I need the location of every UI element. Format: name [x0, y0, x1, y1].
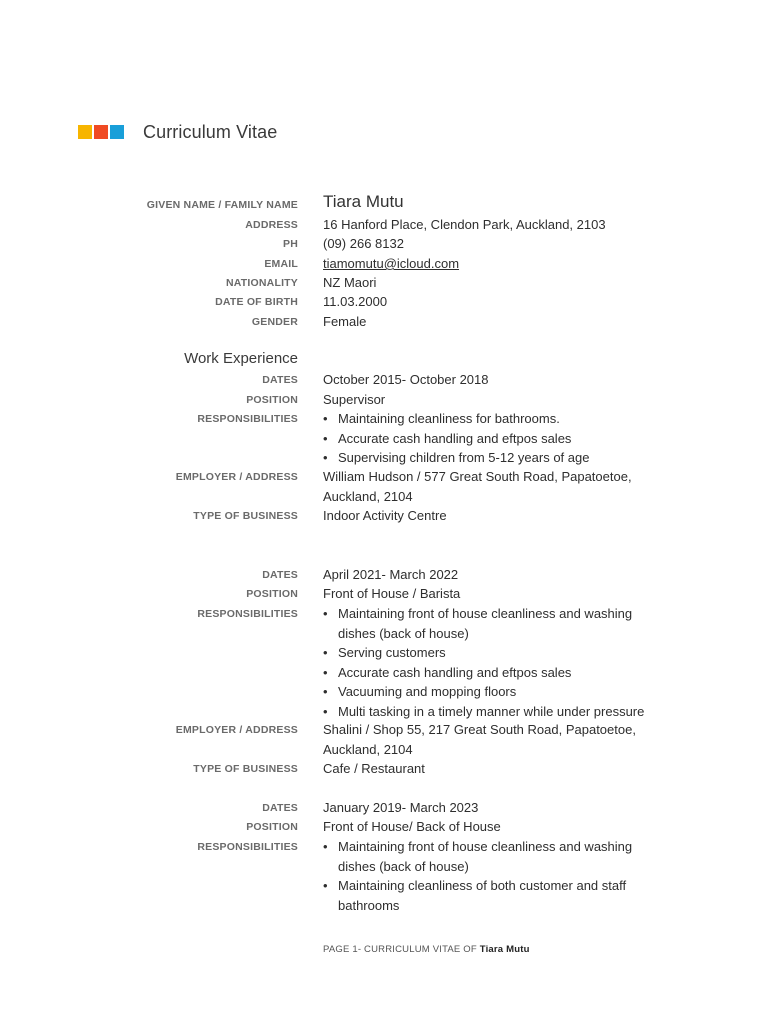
dates-label: DATES: [262, 802, 298, 814]
name-label: GIVEN NAME / FAMILY NAME: [146, 199, 298, 211]
personal-nationality-row: [0, 274, 768, 294]
document-header: [78, 118, 277, 146]
list-item: • Accurate cash handling and eftpos sales: [323, 429, 663, 449]
position-label: POSITION: [246, 821, 298, 833]
logo-square-blue: [110, 125, 124, 139]
job1-dates-row: [0, 371, 768, 391]
nationality-value: NZ Maori: [323, 275, 377, 290]
bullet-icon: •: [323, 684, 328, 699]
job2-dates: April 2021- March 2022: [323, 567, 459, 582]
logo-square-yellow: [78, 125, 92, 139]
address-label: ADDRESS: [245, 219, 298, 231]
dob-value: 11.03.2000: [323, 294, 388, 309]
job2-employer: Shalini / Shop 55, 217 Great South Road, Papatoetoe, Auckland, 2104: [323, 722, 636, 757]
job1-position-row: [0, 391, 768, 411]
person-name: Tiara Mutu: [323, 192, 404, 211]
document-title: Curriculum Vitae: [143, 121, 278, 142]
footer-prefix: PAGE 1- CURRICULUM VITAE OF: [323, 944, 480, 955]
address-value: 16 Hanford Place, Clendon Park, Auckland, 2103: [323, 217, 606, 232]
job3-position: Front of House/ Back of House: [323, 819, 501, 834]
ph-label: PH: [283, 238, 298, 250]
list-item: • Maintaining front of house cleanliness and washing dishes (back of house): [323, 839, 633, 874]
business-label: TYPE OF BUSINESS: [193, 510, 298, 522]
job2-dates-row: [0, 566, 768, 586]
list-item: • Serving customers: [323, 643, 663, 663]
work-experience-heading: Work Experience: [184, 350, 298, 367]
list-item: • Supervising children from 5-12 years of age: [323, 448, 663, 468]
personal-dob-row: [0, 293, 768, 313]
email-label: EMAIL: [264, 258, 298, 270]
position-label: POSITION: [246, 588, 298, 600]
bullet-icon: •: [323, 839, 328, 854]
logo-square-red: [94, 125, 108, 139]
bullet-icon: •: [323, 664, 328, 680]
personal-ph-row: [0, 235, 768, 255]
bullet-icon: •: [323, 450, 328, 465]
job1-position: Supervisor: [323, 392, 386, 407]
business-label: TYPE OF BUSINESS: [193, 763, 298, 775]
job3-dates-row: [0, 799, 768, 819]
email-link[interactable]: tiamomutu@icloud.com: [323, 256, 460, 271]
dob-label: DATE OF BIRTH: [215, 296, 298, 308]
job2-position: Front of House / Barista: [323, 586, 461, 601]
job2-business-row: [0, 760, 768, 780]
personal-address-row: [0, 216, 768, 236]
list-item: • Multi tasking in a timely manner while under pressure: [323, 702, 663, 722]
bullet-icon: •: [323, 411, 328, 426]
bullet-icon: •: [323, 430, 328, 446]
bullet-icon: •: [323, 606, 328, 621]
job1-responsibilities-list: [323, 409, 663, 468]
bullet-icon: •: [323, 703, 328, 719]
job1-employer: William Hudson / 577 Great South Road, Papatoetoe, Auckland, 2104: [323, 469, 632, 504]
personal-email-row: [0, 255, 768, 275]
job3-responsibilities-list: [323, 837, 663, 915]
personal-gender-row: [0, 313, 768, 333]
dates-label: DATES: [262, 374, 298, 386]
job3-position-row: [0, 818, 768, 838]
email-value: [323, 256, 459, 271]
dates-label: DATES: [262, 569, 298, 581]
employer-label: EMPLOYER / ADDRESS: [175, 471, 298, 483]
responsibilities-label: RESPONSIBILITIES: [197, 413, 298, 425]
list-item: • Maintaining cleanliness of both customer and staff bathrooms: [323, 878, 627, 913]
employer-label: EMPLOYER / ADDRESS: [175, 724, 298, 736]
nationality-label: NATIONALITY: [226, 277, 298, 289]
list-item: • Accurate cash handling and eftpos sales: [323, 663, 663, 683]
page-footer: [323, 944, 530, 955]
bullet-icon: •: [323, 878, 328, 893]
position-label: POSITION: [246, 394, 298, 406]
job2-responsibilities-list: [323, 604, 663, 721]
responsibilities-label: RESPONSIBILITIES: [197, 608, 298, 620]
job2-business: Cafe / Restaurant: [323, 761, 425, 776]
job1-business-row: [0, 507, 768, 527]
ph-value: (09) 266 8132: [323, 236, 404, 251]
bullet-icon: •: [323, 645, 328, 660]
responsibilities-label: RESPONSIBILITIES: [197, 841, 298, 853]
logo-squares: [78, 125, 124, 139]
footer-name: Tiara Mutu: [479, 944, 530, 955]
gender-value: Female: [323, 314, 367, 329]
list-item: • Maintaining cleanliness for bathrooms.: [323, 409, 663, 429]
list-item: • Maintaining front of house cleanliness and washing dishes (back of house): [323, 606, 633, 641]
personal-name-row: [0, 192, 768, 216]
list-item: • Vacuuming and mopping floors: [323, 682, 663, 702]
job3-dates: January 2019- March 2023: [323, 800, 479, 815]
job1-business: Indoor Activity Centre: [323, 508, 447, 523]
gender-label: GENDER: [251, 316, 298, 328]
job1-dates: October 2015- October 2018: [323, 372, 489, 387]
job2-position-row: [0, 585, 768, 605]
